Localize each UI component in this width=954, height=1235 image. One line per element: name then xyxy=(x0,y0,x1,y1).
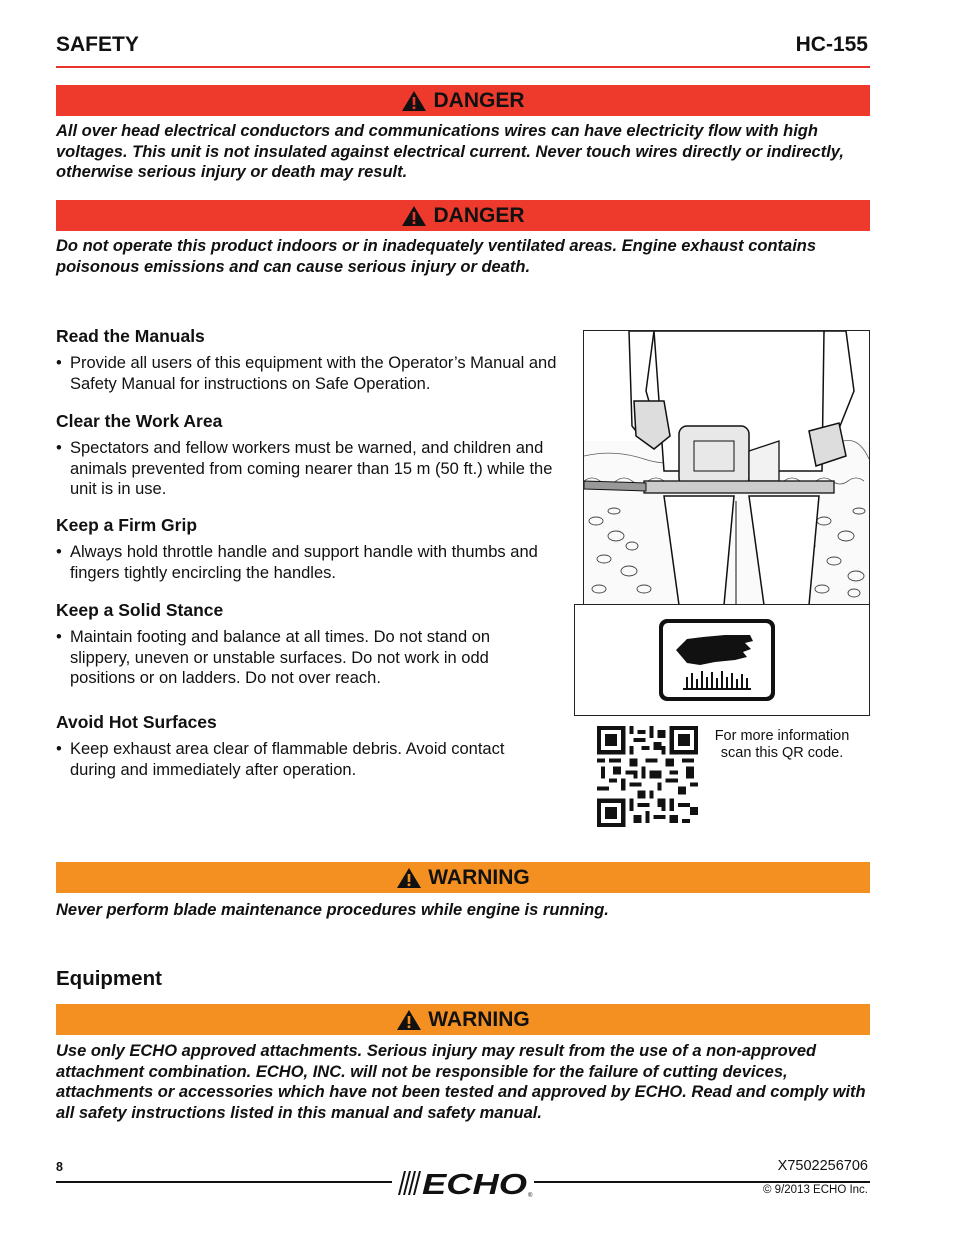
warning-message: Never perform blade maintenance procedures while engine is running. xyxy=(56,901,609,919)
list-item: • Always hold throttle handle and support handle with thumbs and fingers tightly encircling the handles. xyxy=(56,543,538,582)
danger-banner xyxy=(56,85,870,116)
warning-banner xyxy=(56,862,870,893)
warning-triangle-icon xyxy=(396,867,422,889)
list-item: • Spectators and fellow workers must be warned, and children and animals prevented from coming nearer than 15 m (50 ft.) while the unit is in use. xyxy=(56,439,553,499)
warning-label: WARNING xyxy=(428,865,530,889)
danger-label: DANGER xyxy=(433,88,525,112)
danger-message: Do not operate this product indoors or in inadequately ventilated areas. Engine exhaust contains poisonous emissions and can cause serious injury or death. xyxy=(56,237,817,276)
warning-banner xyxy=(56,1004,870,1035)
equipment-heading: Equipment xyxy=(56,967,162,990)
subheading-hot-surfaces: Avoid Hot Surfaces xyxy=(56,712,217,732)
warning-triangle-icon xyxy=(396,1009,422,1031)
warning-message: Use only ECHO approved attachments. Serious injury may result from the use of a non-approved attachment combination. ECHO, INC. will not be responsible for the failure of cutting devices, attachments or accessories which have not been tested and approved by ECHO. Read and comply with all safety instructions listed in this manual and safety manual. xyxy=(56,1042,866,1122)
page-number: 8 xyxy=(56,1160,63,1174)
echo-logo xyxy=(392,1167,534,1199)
danger-message: All over head electrical conductors and communications wires can have electricity flow with high voltages. This unit is not insulated against electrical current. Never touch wires directly or indirectly, otherwise serious injury or death may result. xyxy=(56,122,844,182)
subheading-solid-stance: Keep a Solid Stance xyxy=(56,600,224,620)
svg-text:ECHO: ECHO xyxy=(422,1169,528,1199)
bullet: • xyxy=(56,740,62,758)
bullet: • xyxy=(56,439,62,457)
subheading-read-manuals: Read the Manuals xyxy=(56,326,205,346)
warning-label: WARNING xyxy=(428,1007,530,1031)
copyright: © 9/2013 ECHO Inc. xyxy=(763,1184,868,1196)
qr-caption: For more information scan this QR code. xyxy=(714,728,850,761)
danger-label: DANGER xyxy=(433,203,525,227)
list-item: • Maintain footing and balance at all times. Do not stand on slippery, uneven or unstable surfaces. Do not work in odd positions or on ladders. Do not over reach. xyxy=(56,628,491,688)
warning-triangle-icon xyxy=(401,205,427,227)
list-item: • Provide all users of this equipment with the Operator’s Manual and Safety Manual for instructions on Safe Operation. xyxy=(56,354,557,393)
bullet: • xyxy=(56,354,62,372)
qr-code[interactable] xyxy=(597,726,698,827)
header-rule xyxy=(56,66,870,68)
model-number: HC-155 xyxy=(795,33,868,56)
document-number: X7502256706 xyxy=(777,1158,868,1174)
bullet: • xyxy=(56,543,62,561)
danger-banner xyxy=(56,200,870,231)
hot-surface-sign-box xyxy=(574,604,870,716)
subheading-clear-work-area: Clear the Work Area xyxy=(56,411,223,431)
operator-illustration xyxy=(583,330,870,606)
section-title: SAFETY xyxy=(56,33,139,56)
warning-triangle-icon xyxy=(401,90,427,112)
subheading-firm-grip: Keep a Firm Grip xyxy=(56,515,198,535)
svg-text:®: ® xyxy=(528,1193,533,1199)
bullet: • xyxy=(56,628,62,646)
list-item: • Keep exhaust area clear of flammable debris. Avoid contact during and immediately after operation. xyxy=(56,740,505,779)
